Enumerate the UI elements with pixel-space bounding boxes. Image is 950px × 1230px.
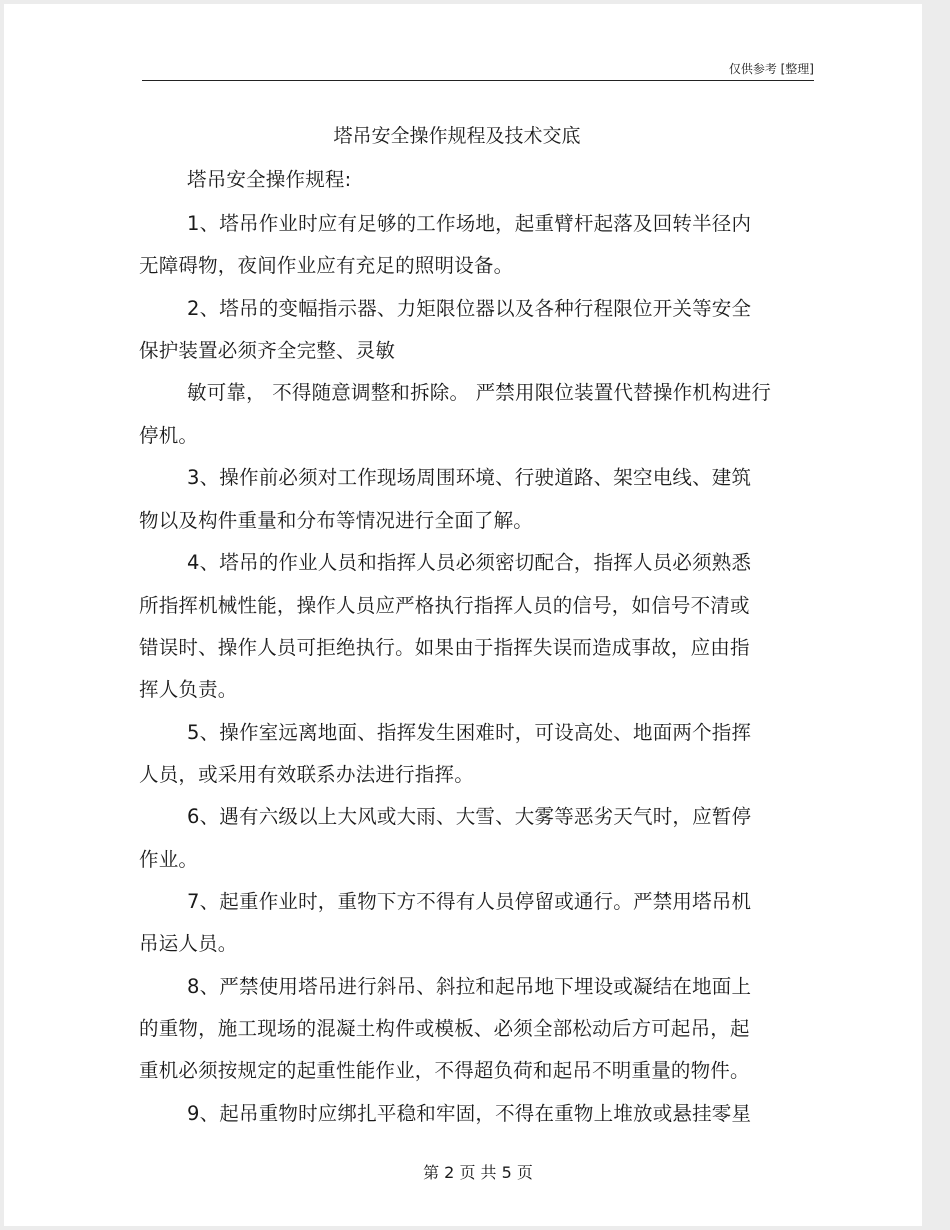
text-line: 所指挥机械性能，操作人员应严格执行指挥人员的信号，如信号不清或 bbox=[139, 594, 750, 617]
text-line: 重机必须按规定的起重性能作业，不得超负荷和起吊不明重量的物件。 bbox=[139, 1059, 750, 1082]
text-line: 7、起重作业时，重物下方不得有人员停留或通行。严禁用塔吊机 bbox=[187, 890, 752, 913]
page-footer: 第 2 页 共 5 页 bbox=[423, 1163, 533, 1182]
text-line: 6、遇有六级以上大风或大雨、大雪、大雾等恶劣天气时，应暂停 bbox=[187, 805, 752, 828]
document-title: 塔吊安全操作规程及技术交底 bbox=[333, 125, 581, 147]
text-line: 保护装置必须齐全完整、灵敏 bbox=[139, 339, 396, 362]
text-line: 2、塔吊的变幅指示器、力矩限位器以及各种行程限位开关等安全 bbox=[187, 297, 752, 320]
text-line: 5、操作室远离地面、指挥发生困难时，可设高处、地面两个指挥 bbox=[187, 721, 752, 744]
text-line: 无障碍物，夜间作业应有充足的照明设备。 bbox=[139, 254, 514, 277]
text-line: 9、起吊重物时应绑扎平稳和牢固，不得在重物上堆放或悬挂零星 bbox=[187, 1102, 752, 1125]
text-line: 停机。 bbox=[139, 424, 199, 447]
text-line: 敏可靠， 不得随意调整和拆除。 严禁用限位装置代替操作机构进行 bbox=[187, 381, 772, 404]
text-line: 人员，或采用有效联系办法进行指挥。 bbox=[139, 763, 474, 786]
text-line: 物以及构件重量和分布等情况进行全面了解。 bbox=[139, 509, 534, 532]
text-line: 8、严禁使用塔吊进行斜吊、斜拉和起吊地下埋设或凝结在地面上 bbox=[187, 975, 752, 998]
text-line: 4、塔吊的作业人员和指挥人员必须密切配合，指挥人员必须熟悉 bbox=[187, 551, 752, 574]
text-line: 吊运人员。 bbox=[139, 932, 238, 955]
text-line: 作业。 bbox=[139, 848, 199, 871]
text-line: 挥人负责。 bbox=[139, 678, 238, 701]
text-line: 塔吊安全操作规程: bbox=[187, 168, 352, 191]
text-line: 的重物，施工现场的混凝土构件或模板、必须全部松动后方可起吊，起 bbox=[139, 1017, 750, 1040]
text-line: 1、塔吊作业时应有足够的工作场地，起重臂杆起落及回转半径内 bbox=[187, 212, 752, 235]
header-divider bbox=[142, 80, 814, 81]
page-header: 仅供参考 [整理] bbox=[728, 62, 814, 76]
text-line: 错误时、操作人员可拒绝执行。如果由于指挥失误而造成事故，应由指 bbox=[139, 636, 750, 659]
document-page bbox=[4, 4, 922, 1226]
text-line: 3、操作前必须对工作现场周围环境、行驶道路、架空电线、建筑 bbox=[187, 466, 752, 489]
